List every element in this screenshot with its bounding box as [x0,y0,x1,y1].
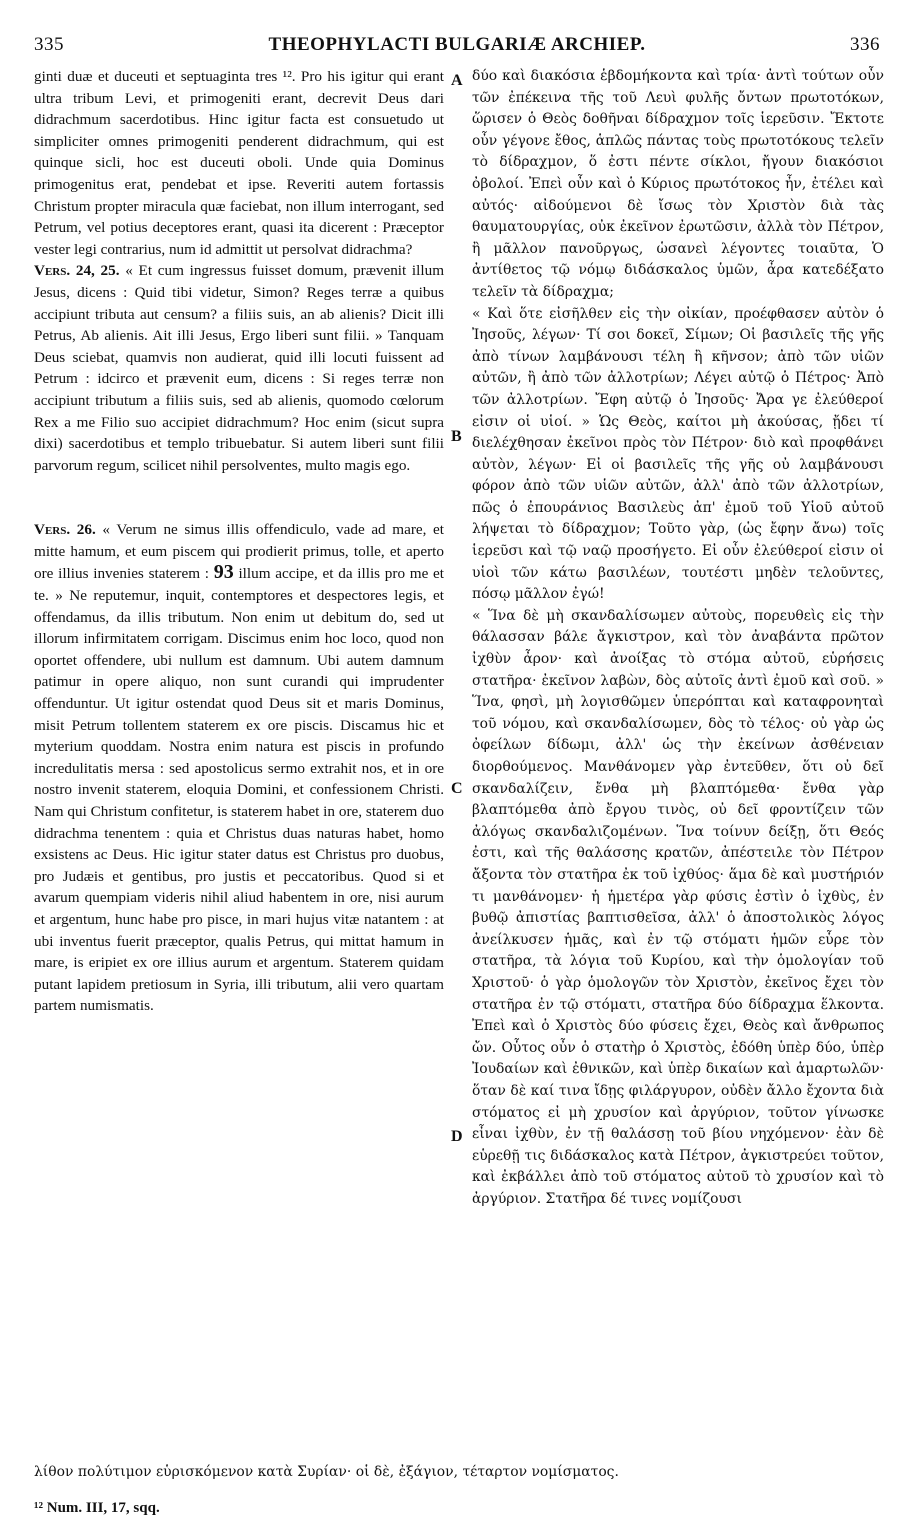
page-number-left: 335 [34,34,64,55]
greek-paragraph-1: δύο καὶ διακόσια ἑβδομήκοντα καὶ τρία· ἀντὶ τούτων οὖν τῶν ἐπέκεινα τῆς τοῦ Λευὶ φυλῆς ὄντων πρωτοτόκων, ὥρισεν ὁ Θεὸς δοθῆναι δίδραχμον τοῖς ἱερεῦσιν. Ἔκτοτε οὖν γέγονε ἔθος, ἁπλῶς πάντας τοὺς πρωτοτόκους τελεῖν τὸ δίδραχμον, ὅ ἐστι πέντε σίκλοι, ἤγουν διακόσιοι ὀβολοί. Ἐπεὶ οὖν καὶ ὁ Κύριος πρωτότοκος ἦν, ἐτέλει καὶ αὐτός· αἰδούμενοι δὲ ἴσως τὸν Χριστὸν διὰ τὰς θαυματουργίας, οὐκ ἐκεῖνον ἐρωτῶσιν, ἀλλὰ τὸν Πέτρον, ἢ μᾶλλον πανοῦργως, ὡσανεὶ λέγοντες τοιαῦτα, Ὁ ἀντίθετος τῷ νόμῳ διδάσκαλος ὑμῶν, ἆρα κατεδέξατο τελεῖν τὰ δίδραχμα; [472,68,884,300]
margin-letter-b: B [451,428,462,445]
latin-column [34,66,444,1017]
verse-label: Vers. 24, 25. [34,262,120,280]
footnote: ¹² Num. III, 17, sqq. [34,1500,160,1516]
margin-letter-a: A [451,72,463,89]
column-gap [34,476,444,519]
column-number: 93 [213,561,234,584]
running-title: THEOPHYLACTI BULGARIÆ ARCHIEP. [268,34,646,55]
margin-letter-d: D [451,1128,463,1145]
latin-paragraph-3b-text: illum accipe, et da illis pro me et te. » Ne reputemur, inquit, contemptores et despectores legis, et offendamus, da illis tributum. Non enim ut debitum do, sed ut illorum infirmitatem corrigam. Discimus enim hoc loco, quod non oportet offendere, ubi nullum est damnum. Ubi autem damnum patimur in opere aliquo, non sunt curandi qui imprudenter offenduntur. Ut igitur ostendat quod Deus sit et maris Dominus, misit Petrum tollentem staterem ex ore piscis. Discamus hic et myterium quoddam. Nostra enim natura est piscis in profundo incredulitatis mersa : sed apostolicus sermo extrahit nos, et in ore nostro invenit staterem, eloquia Domini, et confessionem Christi. Nam qui Christum confitetur, is staterem habet in ore, staterem duo didrachma tenentem : quia et Christus duas naturas habet, homo exsistens ac Deus. Hic igitur stater datus est Christus pro duobus, pro Judæis et gentibus, pro justis et peccatoribus. Quod si et avarum quempiam videris nihil aliud habentem in ore, nisi aurum et argentum, hunc habe pro pisce, in mari hujus vitæ natantem : at ubi inventus fuerit præceptor, qualis Petrus, qui mittat hamum in mare, is eripiet ex ore illius aurum et argentum. Staterem quidam putant lapidem pretiosum in Syria, illi tributum, alii vero quartam partem numismatis. [34,565,445,1015]
latin-paragraph-2-text: « Et cum ingressus fuisset domum, prævenit illum Jesus, dicens : Quid tibi videtur, Simon? Reges terræ a quibus accipiunt tributa aut censum? a filiis suis, an ab alienis? Dicit illi Petrus, Ab alienis. Ait illi Jesus, Ergo liberi sunt filii. » Tanquam Deus sciebat, quamvis non audierat, quid illi locuti fuissent ad Petrum : idcirco et prævenit eum, dicens : Si reges terræ non accipiunt tributum a filiis suis, sed ab alienis, quomodo cœlorum Rex a me Filio suo accipiet didrachmum? Hoc enim (sicut supra dixi) sacerdotibus et templo tribuebatur. Si autem liberi sunt filii parvorum regum, scilicet nihil persolventes, multo magis ego. [34,262,445,474]
latin-paragraph-3 [34,519,444,1017]
greek-column [472,66,884,1210]
page-number-right: 336 [850,34,880,55]
latin-paragraph-2 [34,260,444,476]
greek-paragraph-2: « Καὶ ὅτε εἰσῆλθεν εἰς τὴν οἰκίαν, προέφθασεν αὐτὸν ὁ Ἰησοῦς, λέγων· Τί σοι δοκεῖ, Σίμων; Οἱ βασιλεῖς τῆς γῆς ἀπὸ τίνων λαμβάνουσι τέλη ἢ κῆνσον; ἀπὸ τῶν υἱῶν αὐτῶν, ἢ ἀπὸ τῶν ἀλλοτρίων; Λέγει αὐτῷ ὁ Πέτρος· Ἀπὸ τῶν ἀλλοτρίων. Ἔφη αὐτῷ ὁ Ἰησοῦς· Ἄρα γε ἐλεύθεροί εἰσιν οἱ υἱοί. » Ὡς Θεὸς, καίτοι μὴ ἀκούσας, ᾔδει τί διελέχθησαν ἐκεῖνοι πρὸς τὸν Πέτρον· διὸ καὶ προφθάνει αὐτὸν, λέγων· Εἰ οἱ βασιλεῖς τῆς γῆς οὐ λαμβάνουσι φόρον ἀπὸ τῶν υἱῶν αὐτῶν, ἀλλ' ἀπὸ τῶν ἀλλοτρίων, πῶς ὁ ἐπουράνιος Βασιλεὺς ἀπ' ἐμοῦ τοῦ Υἱοῦ αὐτοῦ λήψεται τὸ δίδραχμον; Τοῦτο γὰρ, (ὡς ἔφην ἄνω) τοῖς ἱερεῦσι καὶ τῷ ναῷ προσήγετο. Εἰ οὖν ἐλεύθεροί εἰσιν οἱ υἱοὶ τῶν κάτω βασιλέων, τουτέστι μηδὲν τελοῦντες, πόσῳ μᾶλλον ἐγώ! [472,305,884,603]
greek-continuation-line: λίθον πολύτιμον εὑρισκόμενον κατὰ Συρίαν· οἱ δὲ, ἐξάγιον, τέταρτον νομίσματος. [34,1464,619,1480]
latin-paragraph-3a-text: « Verum ne simus illis offendiculo, vade ad mare, et mitte hamum, et eum piscem qui prodierit primus, tolle, et aperto ore illius invenies staterem : [34,521,445,583]
greek-paragraph-3: « Ἵνα δὲ μὴ σκανδαλίσωμεν αὐτοὺς, πορευθεὶς εἰς τὴν θάλασσαν βάλε ἄγκιστρον, καὶ τὸν ἀναβάντα πρῶτον ἰχθὺν ἆρον· καὶ ἀνοίξας τὸ στόμα αὐτοῦ, εὑρήσεις στατῆρα· ἐκεῖνον λαβὼν, δὸς αὐτοῖς ἀντὶ ἐμοῦ καὶ σοῦ. » Ἵνα, φησὶ, μὴ λογισθῶμεν ὑπερόπται καὶ καταφρονηταὶ τοῦ νόμου, καὶ σκανδαλίσωμεν, δὸς τὸ τέλος· οὐ γὰρ ὡς ὀφείλων δίδωμι, ἀλλ' ὡς τὴν ἐκείνων ἀσθένειαν διορθούμενος. Μανθάνομεν γὰρ ἐντεῦθεν, ὅτι οὐ δεῖ σκανδαλίζειν, ἔνθα μὴ βλαπτόμεθα· ἔνθα γὰρ βλαπτόμεθα ἀπὸ ἔργου τινὸς, οὐ δεῖ φροντίζειν τῶν ἀλόγως σκανδαλιζομένων. Ἵνα τοίνυν δείξῃ, ὅτι Θεός ἐστι, καὶ τῆς θαλάσσης κρατῶν, ἀπέστειλε τὸν Πέτρον ἄξοντα τὸν στατῆρα ἐκ τοῦ ἰχθύος· ἅμα δὲ καὶ μυστήριόν τι μανθάνομεν· ἡ ἡμετέρα γὰρ φύσις ἐστὶν ὁ ἰχθὺς, ἐν βυθῷ ἀπιστίας βαπτισθεῖσα, ἀλλ' ὁ ἀποστολικὸς λόγος ἀνείλκυσεν ἡμᾶς, καὶ ἐν τῷ στόματι ἡμῶν εὗρε τὸν στατῆρα, τὰ λόγια τοῦ Κυρίου, καὶ τὴν ὁμολογίαν τοῦ Χριστοῦ· ὁ γὰρ ὁμολογῶν τὸν Χριστὸν, ἐκεῖνος ἔχει τὸν στατῆρα ἐν τῷ στόματι, στατῆρα δύο δίδραχμα ἕλκοντα. Ἐπεὶ καὶ ὁ Χριστὸς δύο φύσεις ἔχει, Θεὸς καὶ ἄνθρωπος ὤν. Οὗτος οὖν ὁ στατὴρ ὁ Χριστὸς, ἐδόθη ὑπὲρ δύο, ὑπὲρ Ἰουδαίων καὶ ἐθνικῶν, καὶ ὑπὲρ δικαίων καὶ ἁμαρτωλῶν· ὅταν δὲ καί τινα ἴδῃς φιλάργυρον, οὐδὲν ἄλλο ἔχοντα διὰ στόματος εἰ μὴ χρυσίον καὶ ἀργύριον, τοῦτον γίνωσκε εἶναι ἰχθὺν, ἐν τῇ θαλάσσῃ τοῦ βίου νηχόμενον· ἐὰν δὲ εὑρεθῇ τις διδάσκαλος κατὰ Πέτρον, ἀγκιστρεύει τοῦτον, καὶ ἐκβάλλει ἀπὸ τοῦ στόματος αὐτοῦ τὸ χρυσίον καὶ τὸ ἀργύριον. Στατῆρα δέ τινες νομίζουσι [472,607,884,1207]
running-header [34,34,880,60]
verse-label: Vers. 26. [34,521,96,539]
latin-paragraph-1: ginti duæ et duceuti et septuaginta tres ¹². Pro his igitur qui erant ultra tribum Levi, et primogeniti erant, decrevit Deus dari didrachmum sacerdotibus. Hinc igitur facta est consuetudo ut simpliciter omnes primogeniti penderent didrachmum, qui est quinque sicli, hoc est duceuti oboli. Unde quia Dominus primogenitus erat, pendebat et ipse. Reveriti autem fortassis Christum propter miracula quæ faciebat, non illum interrogant, sed Petrum, vel potius deceptores erant, quasi ita dicerent : Præceptor vester legi contrarius, num id admittit ut persolvat didrachma? [34,68,444,258]
margin-letter-c: C [451,780,463,797]
